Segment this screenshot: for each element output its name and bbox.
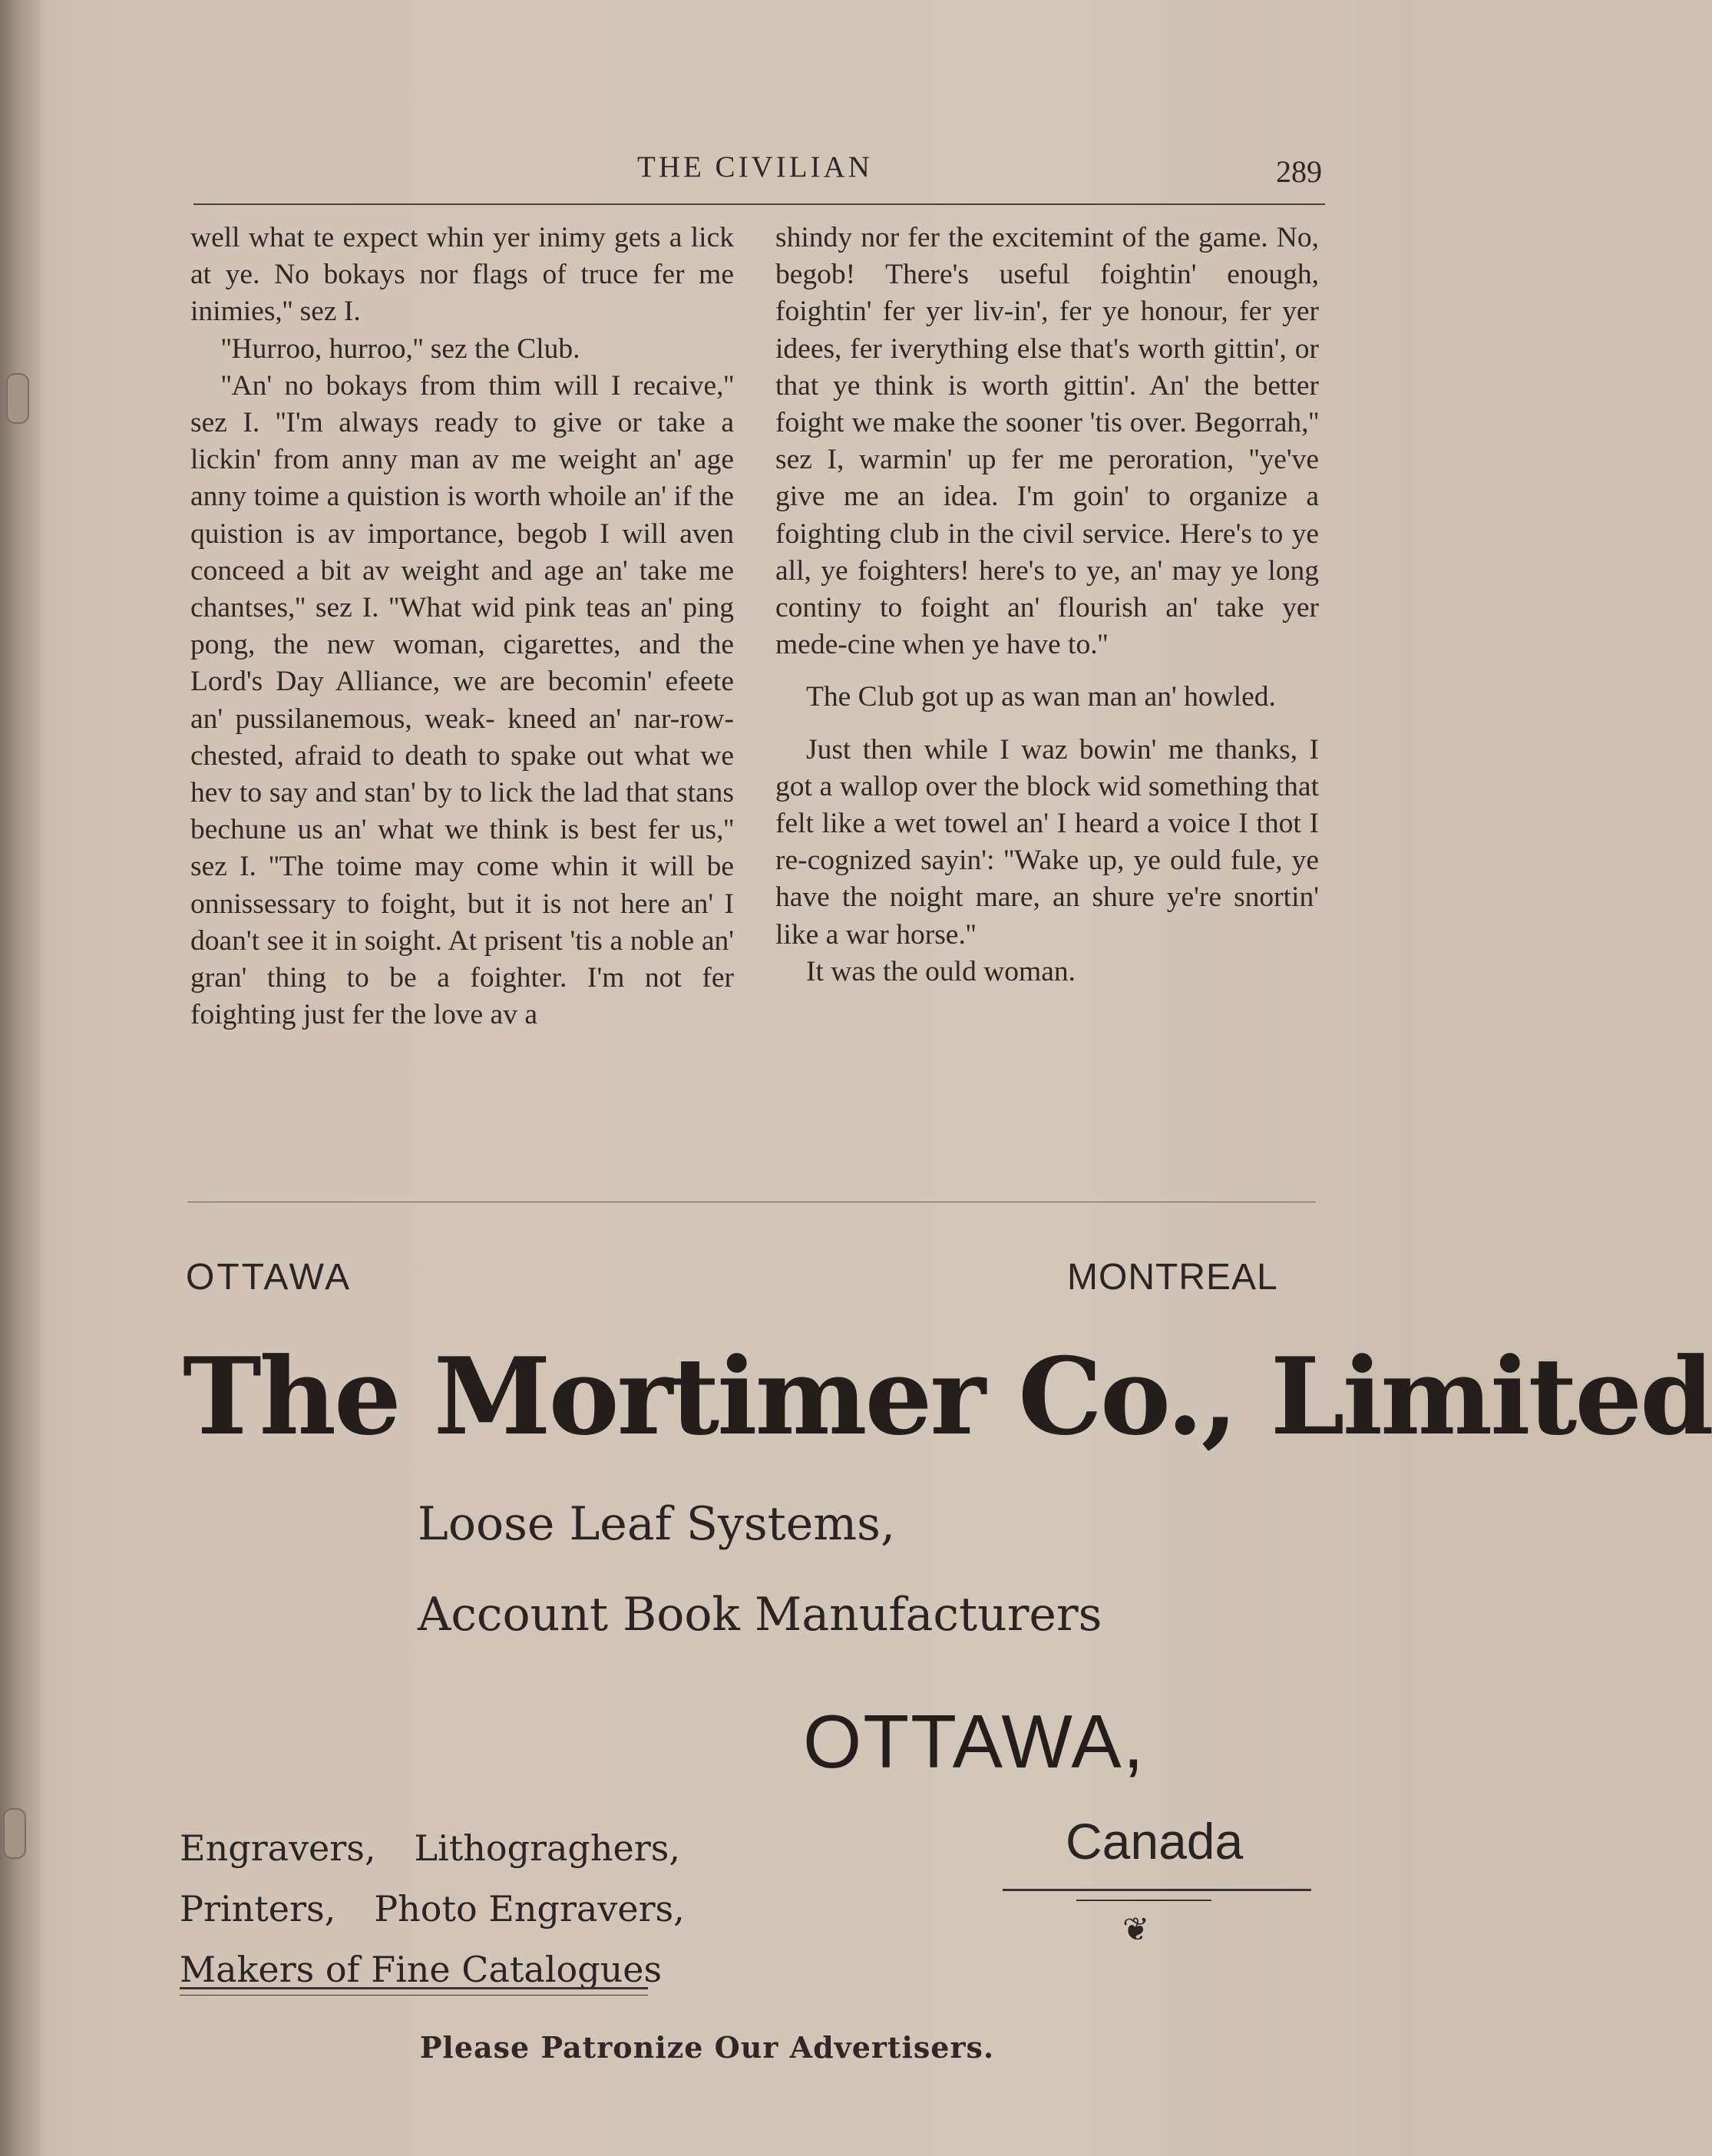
ad-tagline-1: Loose Leaf Systems,	[418, 1497, 896, 1551]
fleuron-icon: ❦	[1122, 1913, 1150, 1948]
paragraph: ''An' no bokays from thim will I recaive,'' sez I. ''I'm always ready to give or take a lickin' from anny man av me weight an' age anny toime a quistion is worth whoile an' if the quistion is av importance, begob I will aven conceed a bit av weight and age an' take me chantses,'' sez I. ''What wid pink teas an' ping pong, the new woman, cigarettes, and the Lord's Day Alliance, we are becomin' efeete an' pussilanemous, weak- kneed an' nar-row-chested, afraid to death to spake out what we hev to say and stan' by to lick the lad that stans bechune us an' what we think is best fer us,'' sez I. ''The toime may come whin it will be onnissessary to foight, but it is not here an' I doan't see it in soight. At prisent 'tis a noble an' gran' thing to be a foighter. I'm not fer foighting just fer the love av a	[190, 369, 734, 1031]
decorative-rule	[180, 1987, 648, 1989]
decorative-rule	[180, 1995, 648, 1996]
running-head: THE CIVILIAN	[637, 150, 873, 184]
article-column-left	[190, 220, 734, 1033]
ad-city-left: OTTAWA	[186, 1257, 352, 1298]
paragraph: ''Hurroo, hurroo,'' sez the Club.	[221, 332, 580, 365]
decorative-rule	[1076, 1900, 1211, 1901]
ad-city-right: MONTREAL	[1067, 1257, 1278, 1298]
service-item: Printers,	[180, 1888, 336, 1929]
paragraph: The Club got up as wan man an' howled.	[806, 681, 1276, 713]
binding-tab	[3, 1808, 26, 1859]
service-item: Photo Engravers,	[374, 1888, 685, 1929]
services-row	[180, 1818, 685, 1879]
ad-tagline-2: Account Book Manufacturers	[418, 1588, 1102, 1642]
decorative-rule	[1003, 1889, 1311, 1891]
paragraph: Just then while I waz bowin' me thanks, I got a wallop over the block wid something that felt like a wet towel an' I heard a voice I thot I re-cognized sayin': ''Wake up, ye ould fule, ye have the noight mare, an shure ye're snortin' like a war horse.''	[775, 733, 1319, 951]
header-rule	[193, 203, 1325, 205]
service-item: Lithograghers,	[414, 1827, 680, 1869]
paragraph: shindy nor fer the excitemint of the game. No, begob! There's useful foightin' enough, foightin' fer yer liv-in', fer ye honour, fer yer idees, fer iverything else that's worth gittin', or that ye think is worth gittin'. An' the better foight we make the sooner 'tis over. Begorrah,'' sez I, warmin' up fer me peroration, ''ye've give me an idea. I'm goin' to organize a foighting club in the civil service. Here's to ye all, ye foighters! here's to ye, an' may ye long continy to foight an' flourish an' take yer mede-cine when ye have to.''	[775, 222, 1319, 661]
ad-company-name: The Mortimer Co., Limited	[183, 1334, 1712, 1459]
footer-note: Please Patronize Our Advertisers.	[419, 2030, 995, 2065]
article-column-right	[775, 220, 1319, 990]
page-number: 289	[1276, 154, 1322, 189]
paragraph: well what te expect whin yer inimy gets a lick at ye. No bokays nor flags of truce fer me inimies,'' sez I.	[190, 222, 734, 328]
services-row	[180, 1939, 685, 2000]
services-row	[180, 1879, 685, 1939]
service-item: Engravers,	[180, 1827, 376, 1869]
service-item: Makers of Fine Catalogues	[180, 1949, 663, 1990]
ad-location-country: Canada	[1066, 1813, 1244, 1870]
paragraph: It was the ould woman.	[806, 955, 1076, 987]
ad-services	[180, 1818, 685, 2000]
binding-tab	[6, 373, 29, 424]
ad-location-city: OTTAWA,	[803, 1699, 1145, 1784]
